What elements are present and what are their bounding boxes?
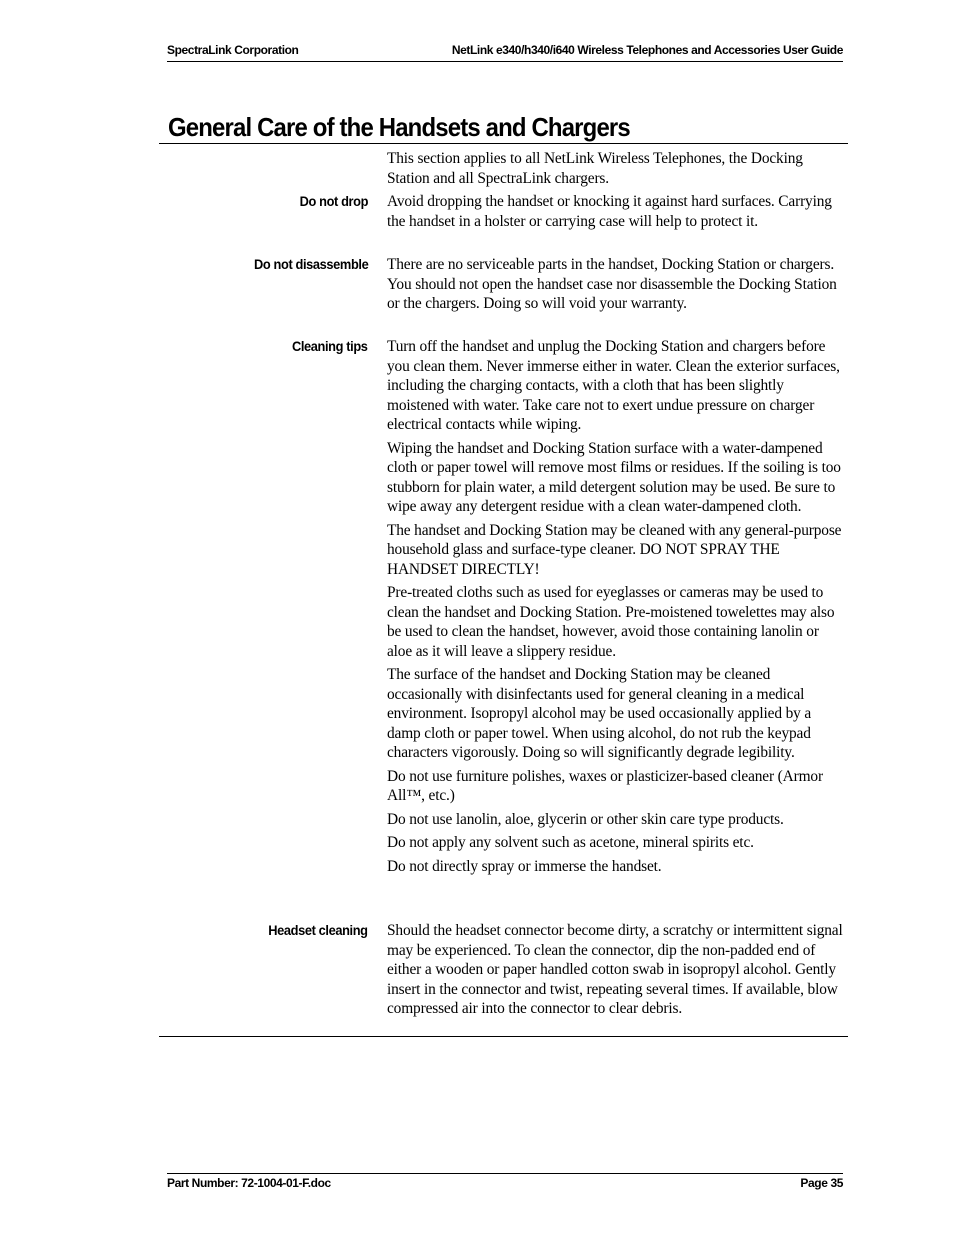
paragraph: Avoid dropping the handset or knocking it against hard surfaces. Carrying the handset in a holster or carrying case will help to protect it.	[387, 193, 832, 230]
section-label-cleaning-tips: Cleaning tips	[292, 339, 368, 354]
paragraph: Turn off the handset and unplug the Docking Station and chargers before you clean them. Never immerse either in water. Clean the exterior surfaces, including the charging contacts, with a cloth that has been slightly moistened with water. Take care not to exert undue pressure on charger electrical contacts while wiping.	[387, 338, 840, 433]
section-label-headset-cleaning: Headset cleaning	[268, 923, 368, 938]
paragraph: Should the headset connector become dirty, a scratchy or intermittent signal may be experienced. To clean the connector, dip the non-padded end of either a wooden or paper handled cotton swab in isopropyl alcohol. Gently insert in the connector and twist, repeating several times. If available, blow compressed air into the connector to clear debris.	[387, 922, 843, 1017]
paragraph: The handset and Docking Station may be cleaned with any general-purpose household glass and surface-type cleaner. DO NOT SPRAY THE HANDSET DIRECTLY!	[387, 521, 842, 578]
paragraph: There are no serviceable parts in the handset, Docking Station or chargers. You should not open the handset case nor disassemble the Docking Station or the chargers. Doing so will void your warranty.	[387, 256, 837, 312]
page-title: General Care of the Handsets and Chargers	[168, 112, 630, 142]
section-label-do-not-disassemble: Do not disassemble	[253, 257, 368, 272]
section-label-do-not-drop: Do not drop	[299, 194, 368, 209]
paragraph: Pre-treated cloths such as used for eyeglasses or cameras may be used to clean the handset and Docking Station. Pre-moistened towelettes may also be used to clean the handset, however, avoid those containing lanolin or aloe as it will leave a slippery residue.	[387, 584, 835, 660]
header-doc-title: NetLink e340/h340/i640 Wireless Telephones and Accessories User Guide	[451, 43, 843, 57]
page-header	[167, 43, 843, 62]
footer-page-number: Page 35	[800, 1176, 843, 1190]
page-footer	[167, 1173, 843, 1192]
section-end-rule	[159, 1036, 848, 1037]
paragraph: Wiping the handset and Docking Station surface with a water-dampened cloth or paper towel will remove most films or residues. If the soiling is too stubborn for plain water, a mild detergent solution may be used. Be sure to wipe away any detergent residue with a clean water-dampened cloth.	[387, 439, 841, 515]
paragraph: Do not use lanolin, aloe, glycerin or other skin care type products.	[387, 810, 784, 828]
paragraph: Do not use furniture polishes, waxes or plasticizer-based cleaner (Armor All™, etc.)	[387, 767, 823, 804]
intro-paragraph: This section applies to all NetLink Wireless Telephones, the Docking Station and all SpectraLink chargers.	[387, 150, 803, 187]
paragraph: The surface of the handset and Docking Station may be cleaned occasionally with disinfectants used for general cleaning in a medical environment. Isopropyl alcohol may be used occasionally applied by a damp cloth or paper towel. When using alcohol, do not rub the keypad characters vigorously. Doing so will significantly degrade legibility.	[387, 666, 812, 761]
title-rule	[159, 143, 848, 144]
footer-part-number: Part Number: 72-1004-01-F.doc	[167, 1176, 331, 1190]
paragraph: Do not apply any solvent such as acetone, mineral spirits etc.	[387, 834, 754, 851]
header-company: SpectraLink Corporation	[167, 43, 299, 57]
paragraph: Do not directly spray or immerse the handset.	[387, 857, 662, 875]
